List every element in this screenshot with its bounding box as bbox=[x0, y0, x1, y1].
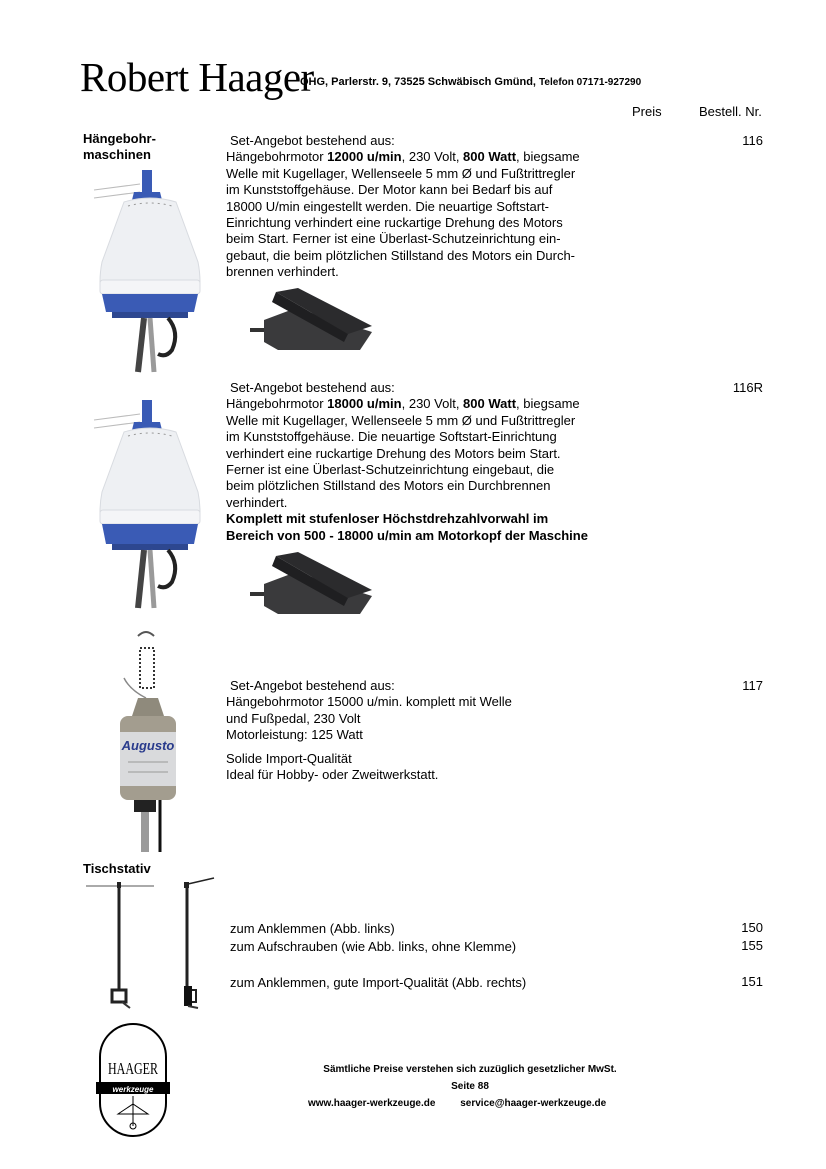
text-run: Set-Angebot bestehend aus: bbox=[230, 380, 395, 395]
text-run: verhindert. bbox=[226, 494, 288, 510]
text-run: Welle mit Kugellager, Wellenseele 5 mm Ø und Fußtrittregler bbox=[226, 165, 576, 181]
usage-note: Ideal für Hobby- oder Zweitwerkstatt. bbox=[226, 767, 439, 783]
product-description-116r bbox=[226, 380, 588, 544]
order-number: 151 bbox=[741, 974, 763, 989]
section-label-tischstativ: Tischstativ bbox=[83, 861, 151, 876]
emphasis-text: 12000 u/min bbox=[327, 149, 402, 165]
logo-text: HAAGER bbox=[108, 1059, 159, 1078]
telephone-text: Telefon 07171-927290 bbox=[539, 77, 642, 88]
stand-item: zum Anklemmen (Abb. links) bbox=[230, 921, 395, 936]
text-run: Hängebohrmotor 15000 u/min. komplett mit Welle bbox=[226, 694, 512, 710]
description-line bbox=[226, 478, 588, 494]
text-run: Einrichtung verhindert eine ruckartige Drehung des Motors bbox=[226, 215, 563, 231]
stand-images bbox=[84, 878, 224, 1014]
description-line bbox=[226, 727, 512, 743]
description-line bbox=[226, 462, 588, 478]
text-run: beim Start. Ferner ist eine Überlast-Schutzeinrichtung ein- bbox=[226, 231, 561, 247]
haager-logo bbox=[96, 1022, 170, 1138]
company-name: Robert Haager bbox=[80, 54, 314, 100]
description-line bbox=[226, 380, 588, 396]
description-line bbox=[226, 149, 580, 165]
description-line bbox=[226, 231, 580, 247]
section-label-line: Hängebohr- bbox=[83, 131, 156, 146]
text-run: verhindert eine ruckartige Drehung des Motors beim Start. bbox=[226, 445, 561, 461]
description-line bbox=[226, 264, 580, 280]
text-run: Motorleistung: 125 Watt bbox=[226, 727, 363, 743]
text-run: Welle mit Kugellager, Wellenseele 5 mm Ø und Fußtrittregler bbox=[226, 412, 576, 428]
description-line bbox=[226, 413, 588, 429]
product-image-augusto-motor bbox=[110, 628, 190, 852]
description-line bbox=[226, 429, 588, 445]
section-label-haengebohrmaschinen bbox=[83, 131, 156, 163]
description-line bbox=[226, 495, 588, 511]
description-line bbox=[226, 694, 512, 710]
vat-note: Sämtliche Preise verstehen sich zuzüglich gesetzlicher MwSt. bbox=[323, 1064, 617, 1075]
text-run: , biegsame bbox=[516, 149, 580, 165]
text-run: gebaut, die beim plötzlichen Stillstand des Motors ein Durch- bbox=[226, 247, 576, 263]
description-line bbox=[226, 215, 580, 231]
text-run: 18000 U/min eingestellt werden. Die neuartige Softstart- bbox=[226, 198, 550, 214]
order-number: 155 bbox=[741, 938, 763, 953]
text-run: Set-Angebot bestehend aus: bbox=[230, 133, 395, 148]
text-run: , 230 Volt, bbox=[401, 396, 464, 412]
stand-left-image bbox=[86, 882, 154, 1008]
footer-links bbox=[308, 1098, 606, 1109]
stand-right-image bbox=[184, 878, 214, 1008]
emphasis-text: 800 Watt bbox=[463, 149, 517, 165]
product-description-117 bbox=[226, 678, 512, 744]
quality-note: Solide Import-Qualität bbox=[226, 751, 352, 766]
text-run: Hängebohrmotor bbox=[226, 149, 328, 165]
text-run: im Kunststoffgehäuse. Der Motor kann bei Bedarf bis auf bbox=[226, 182, 553, 198]
text-run: im Kunststoffgehäuse. Die neuartige Softstart-Einrichtung bbox=[226, 429, 557, 445]
description-line bbox=[226, 711, 512, 727]
description-line bbox=[226, 199, 580, 215]
text-run: Hängebohrmotor bbox=[226, 396, 328, 412]
description-line bbox=[226, 166, 580, 182]
product-description-116 bbox=[226, 133, 580, 281]
column-header-order-no: Bestell. Nr. bbox=[699, 104, 762, 119]
text-run: , biegsame bbox=[516, 396, 580, 412]
product-image-white-motor-18000 bbox=[88, 398, 213, 608]
description-line bbox=[226, 678, 512, 694]
order-number: 117 bbox=[742, 678, 763, 693]
description-line bbox=[226, 528, 588, 544]
product-extra-117 bbox=[226, 751, 438, 784]
logo-band-text: werkzeuge bbox=[112, 1085, 154, 1094]
motor-brand-label: Augusto bbox=[121, 738, 175, 753]
text-run: beim plötzlichen Stillstand des Motors ein Durchbrennen bbox=[226, 478, 551, 494]
description-line bbox=[226, 511, 588, 527]
page-number: Seite 88 bbox=[451, 1081, 489, 1092]
product-image-white-motor-12000 bbox=[88, 162, 213, 372]
company-address bbox=[300, 76, 641, 88]
column-header-price: Preis bbox=[632, 104, 662, 119]
order-number: 150 bbox=[741, 920, 763, 935]
text-run: Set-Angebot bestehend aus: bbox=[230, 678, 395, 693]
emphasis-text: 800 Watt bbox=[463, 396, 517, 412]
stand-item: zum Aufschrauben (wie Abb. links, ohne Klemme) bbox=[230, 939, 517, 954]
section-label-line: maschinen bbox=[83, 147, 151, 162]
website-link[interactable]: www.haager-werkzeuge.de bbox=[308, 1098, 436, 1109]
emphasis-text: 18000 u/min bbox=[327, 396, 402, 412]
description-line bbox=[226, 182, 580, 198]
emphasis-text: Komplett mit stufenloser Höchstdrehzahlvorwahl im bbox=[226, 511, 549, 527]
description-line bbox=[226, 396, 588, 412]
foot-pedal-image bbox=[248, 286, 374, 356]
description-line bbox=[226, 446, 588, 462]
foot-pedal-image bbox=[248, 550, 374, 620]
text-run: brennen verhindert. bbox=[226, 264, 339, 280]
text-run: , 230 Volt, bbox=[401, 149, 464, 165]
description-line bbox=[226, 248, 580, 264]
order-number: 116 bbox=[742, 133, 763, 148]
text-run: Ferner ist eine Überlast-Schutzeinrichtung eingebaut, die bbox=[226, 462, 555, 478]
description-line bbox=[226, 133, 580, 149]
address-text: OHG, Parlerstr. 9, 73525 Schwäbisch Gmünd, bbox=[300, 76, 536, 88]
email-link[interactable]: service@haager-werkzeuge.de bbox=[460, 1098, 607, 1109]
order-number: 116R bbox=[732, 380, 763, 395]
text-run: und Fußpedal, 230 Volt bbox=[226, 710, 361, 726]
stand-item: zum Anklemmen, gute Import-Qualität (Abb. rechts) bbox=[230, 975, 527, 990]
emphasis-text: Bereich von 500 - 18000 u/min am Motorkopf der Maschine bbox=[226, 527, 588, 543]
